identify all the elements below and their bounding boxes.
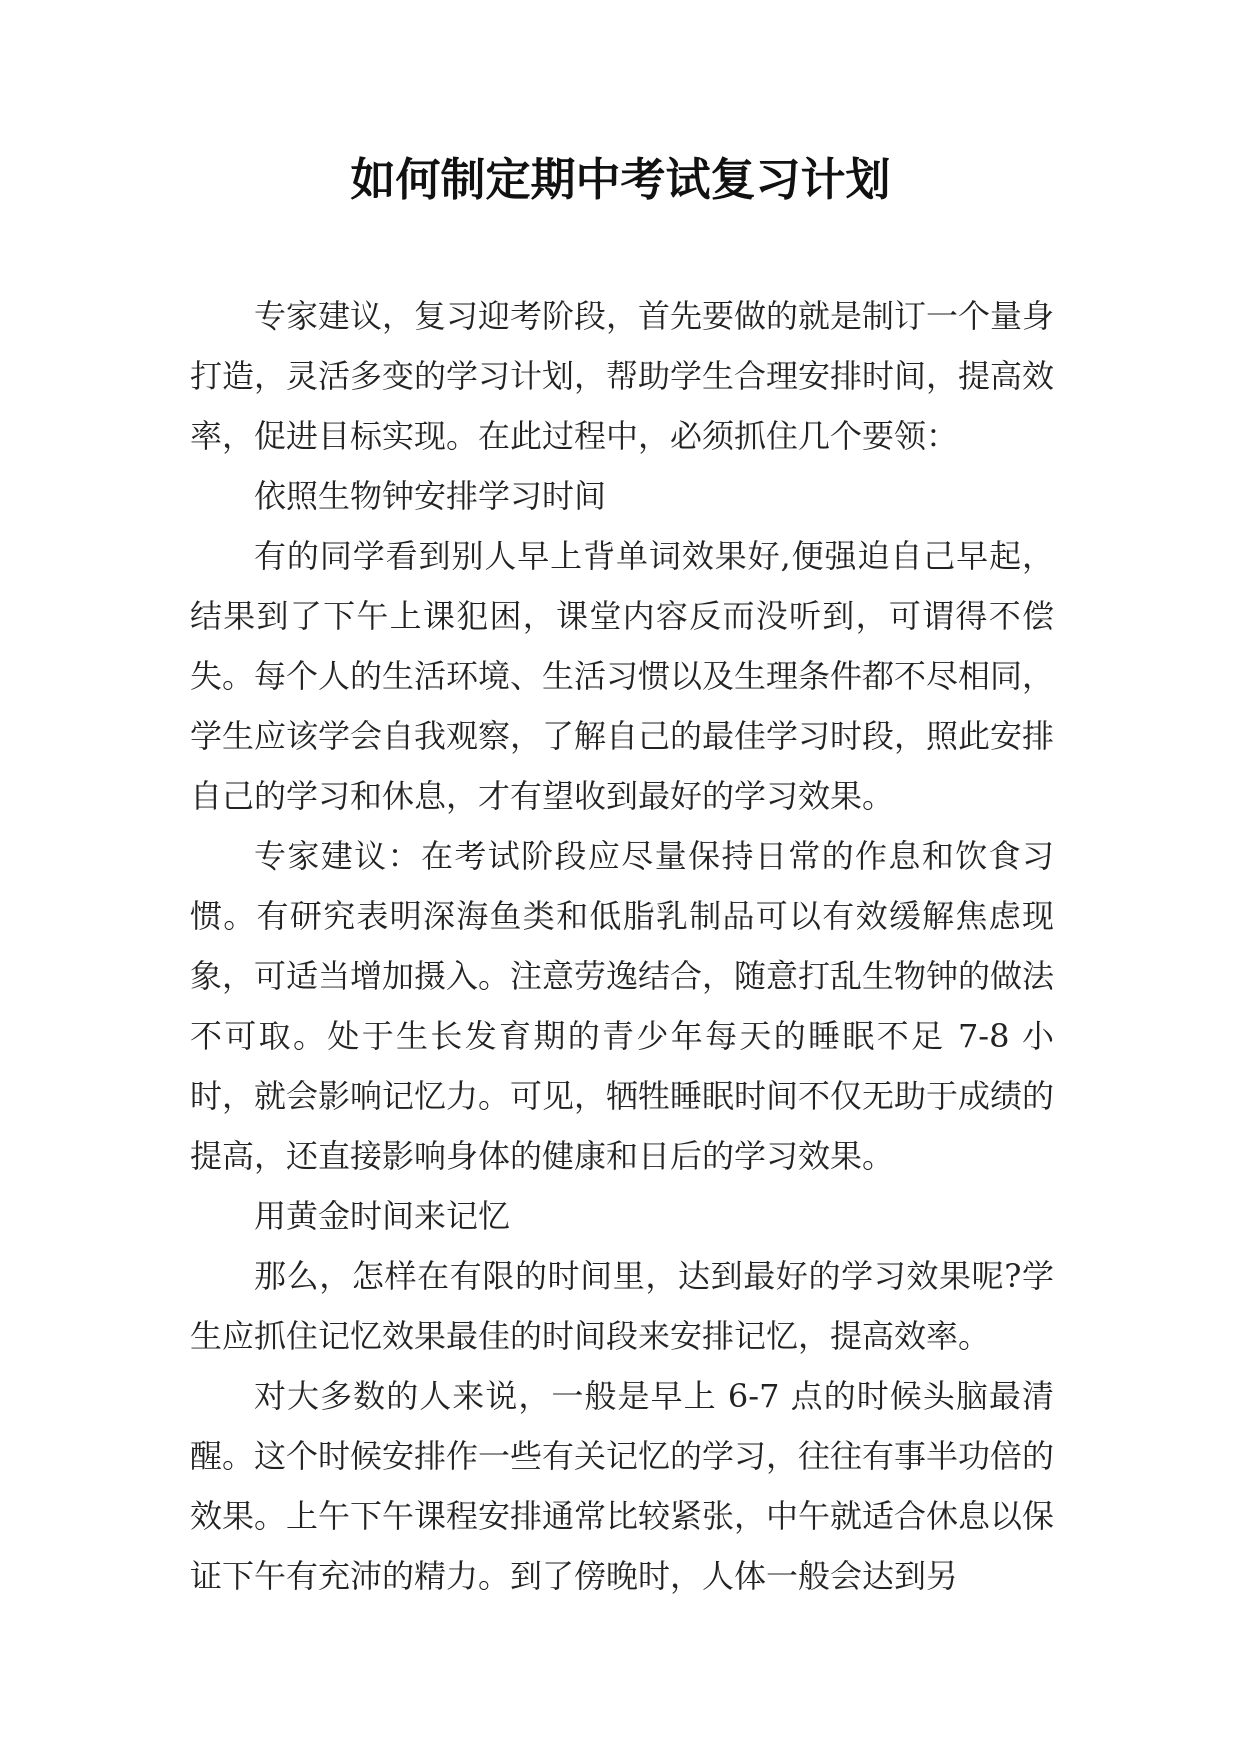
- paragraph-morning-memory: 对大多数的人来说，一般是早上 6-7 点的时候头脑最清醒。这个时候安排作一些有关记忆的学习，往往有事半功倍的效果。上午下午课程安排通常比较紧张，中午就适合休息以保证下午有充沛的精力。到了傍晚时，人体一般会达到另: [190, 1377, 1055, 1595]
- document-title: 如何制定期中考试复习计划: [350, 153, 891, 206]
- paragraph-expert-advice: 专家建议：在考试阶段应尽量保持日常的作息和饮食习惯。有研究表明深海鱼类和低脂乳制品可以有效缓解焦虑现象，可适当增加摄入。注意劳逸结合，随意打乱生物钟的做法不可取。处于生长发育期的青少年每天的睡眠不足 7-8 小时，就会影响记忆力。可见，牺牲睡眠时间不仅无助于成绩的提高，还直接影响身体的健康和日后的学习效果。: [190, 837, 1055, 1175]
- section-heading-biological-clock: 依照生物钟安排学习时间: [254, 477, 607, 515]
- section-heading-golden-time: 用黄金时间来记忆: [254, 1197, 511, 1235]
- paragraph-limited-time: 那么，怎样在有限的时间里，达到最好的学习效果呢?学生应抓住记忆效果最佳的时间段来安排记忆，提高效率。: [190, 1257, 1054, 1355]
- paragraph-biological-clock: 有的同学看到别人早上背单词效果好,便强迫自己早起，结果到了下午上课犯困，课堂内容反而没听到，可谓得不偿失。每个人的生活环境、生活习惯以及生理条件都不尽相同，学生应该学会自我观察，了解自己的最佳学习时段，照此安排自己的学习和休息，才有望收到最好的学习效果。: [190, 537, 1055, 815]
- document-body: [190, 286, 1054, 1606]
- paragraph-intro: 专家建议，复习迎考阶段，首先要做的就是制订一个量身打造，灵活多变的学习计划，帮助学生合理安排时间，提高效率，促进目标实现。在此过程中，必须抓住几个要领：: [190, 297, 1055, 455]
